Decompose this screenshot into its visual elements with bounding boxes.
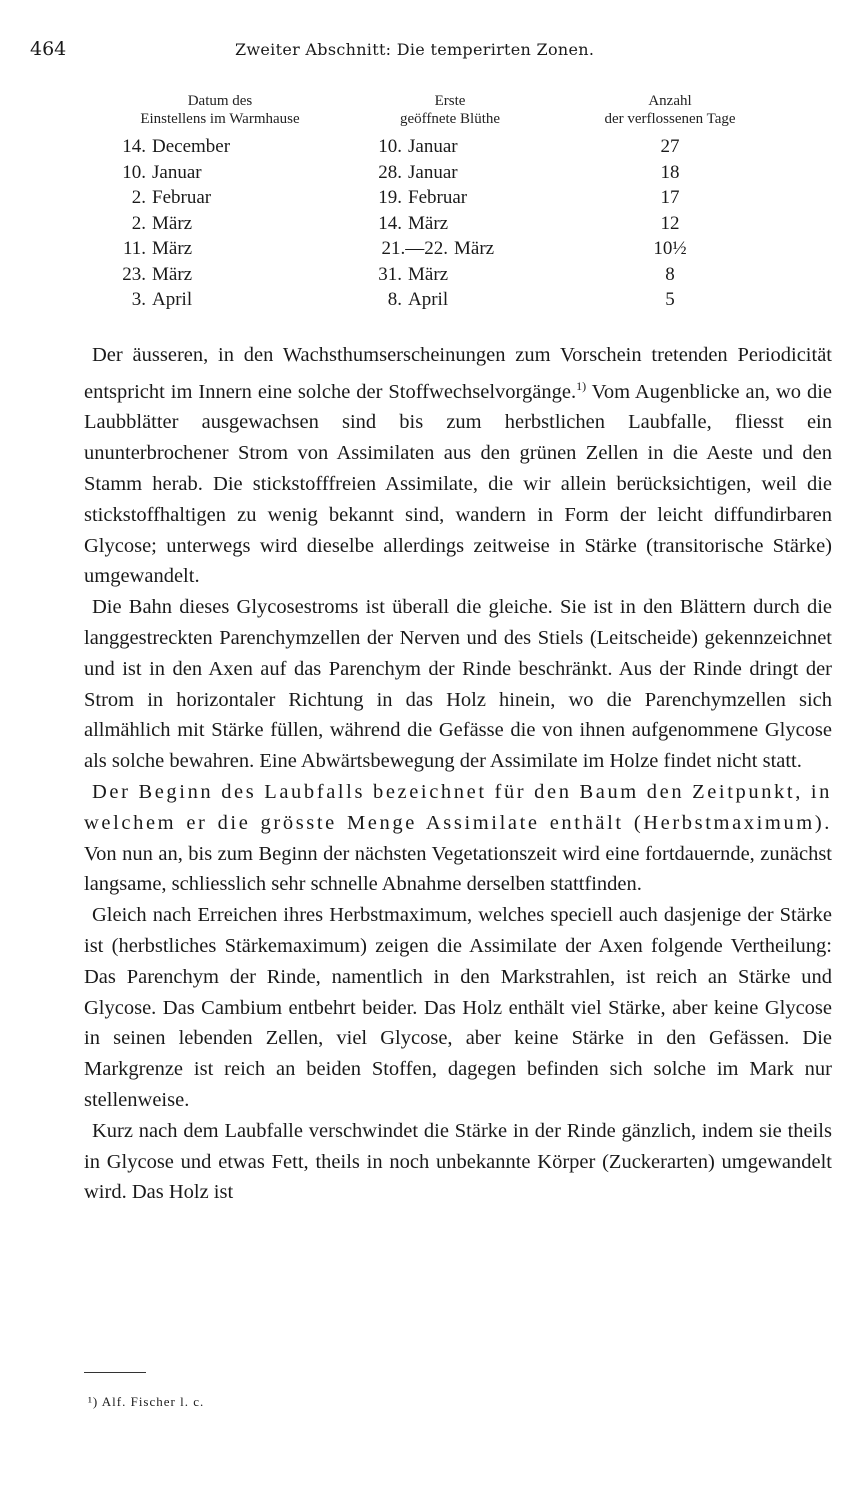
table-row	[100, 211, 780, 237]
days-count: 18	[660, 161, 680, 183]
page-header	[30, 38, 820, 62]
start-day: 11.	[122, 238, 146, 259]
body-text	[84, 340, 832, 1208]
bloom-day: 28.	[378, 161, 402, 183]
bloom-day: 14.	[378, 212, 402, 234]
table-row	[100, 236, 780, 262]
column-header-days: Anzahl der verflossenen Tage	[604, 93, 736, 127]
bloom-day: 10.	[378, 136, 402, 157]
footnote: ¹) Alf. Fischer l. c.	[88, 1394, 205, 1409]
start-day: 2.	[131, 187, 146, 208]
column-header-start-date: Datum des Einstellens im Warmhause	[140, 93, 300, 127]
bloom-month: April	[408, 289, 449, 310]
paragraph: Kurz nach dem Laubfalle verschwindet die Stärke in der Rinde gänzlich, indem sie theils in Glycose und etwas Fett, theils in noch unbekannte Körper (Zuckerarten) umgewandelt wird. Das Holz ist	[84, 1119, 832, 1204]
start-day: 3.	[131, 289, 146, 310]
bloom-month: März	[408, 263, 449, 285]
start-day: 23.	[122, 263, 146, 285]
bloom-day: 19.	[378, 187, 402, 208]
bloom-month: Februar	[408, 187, 468, 208]
column-header-first-bloom: Erste geöffnete Blüthe	[399, 93, 501, 127]
bloom-month: März	[454, 238, 495, 259]
paragraph: Der Beginn des Laubfalls bezeichnet für den Baum den Zeitpunkt, in welchem er die grösste Menge Assimilate enthält (Herbstmaximum). Von nun an, bis zum Beginn der nächsten Vegetationszeit wird eine fortdauernde, zunächst langsame, schliesslich sehr schnelle Abnahme derselben stattfinden.	[84, 780, 832, 896]
flowering-table	[100, 92, 780, 313]
days-count: 12	[660, 212, 680, 234]
emphasized-text: Der Beginn des Laubfalls bezeichnet für den Baum den Zeitpunkt, in welchem er die grösste Menge Assimilate enthält (Herbstmaximum).	[84, 780, 832, 834]
table-row	[100, 287, 780, 313]
bloom-month: Januar	[408, 161, 458, 183]
bloom-month: März	[408, 212, 449, 234]
table-header-row	[100, 92, 780, 134]
start-month: April	[152, 289, 193, 310]
paragraph: Die Bahn dieses Glycosestroms ist überall die gleiche. Sie ist in den Blättern durch die langgestreckten Parenchymzellen der Nerven und des Stiels (Leitscheide) gekennzeichnet und ist in den Axen auf das Parenchym der Rinde beschränkt. Aus der Rinde dringt der Strom in horizontaler Richtung in das Holz hinein, wo die Parenchymzellen sich allmählich mit Stärke füllen, während die Gefässe die von ihnen aufgenommene Glycose als solche bewahren. Eine Abwärtsbewegung der Assimilate im Holze findet nicht statt.	[84, 596, 832, 773]
days-count: 8	[665, 263, 675, 285]
start-day: 2.	[131, 212, 146, 234]
start-day: 14.	[122, 136, 146, 157]
paragraph: Gleich nach Erreichen ihres Herbstmaximum, welches speciell auch dasjenige der Stärke ist (herbstliches Stärkemaximum) zeigen die Assimilate der Axen folgende Vertheilung: Das Parenchym der Rinde, namentlich in den Markstrahlen, ist reich an Stärke und Glycose. Das Cambium entbehrt beider. Das Holz enthält viel Stärke, aber keine Glycose in seinen lebenden Zellen, viel Glycose, aber keine Stärke in den Gefässen. Die Markgrenze ist reich an beiden Stoffen, dagegen befinden sich solche im Mark nur stellenweise.	[84, 904, 832, 1111]
bloom-month: Januar	[408, 136, 458, 157]
days-count: 10½	[653, 238, 687, 259]
start-month: December	[152, 136, 231, 157]
table-row	[100, 262, 780, 288]
start-month: März	[152, 212, 193, 234]
paragraph: Der äusseren, in den Wachsthumserscheinungen zum Vorschein tretenden Periodicität entspricht im Innern eine solche der Stoffwechselvorgänge.$^{1)}$ Vom Augenblicke an, wo die Laubblätter ausgewachsen sind bis zum herbstlichen Laubfalle, fliesst ein ununterbrochener Strom von Assimilaten aus den grünen Zellen in die Aeste und den Stamm herab. Die stickstofffreien Assimilate, die wir allein berücksichtigen, weil die stickstoffhaltigen zu wenig bekannt sind, wandern in Form der leicht diffundirbaren Glycose; unterwegs wird dieselbe allerdings zeitweise in Stärke (transitorische Stärke) umgewandelt.	[84, 344, 833, 588]
days-count: 17	[660, 187, 680, 208]
bloom-day: 31.	[378, 263, 402, 285]
start-month: März	[152, 263, 193, 285]
start-day: 10.	[122, 161, 146, 183]
table-row	[100, 134, 780, 160]
bloom-day: 21.—22.	[381, 238, 448, 259]
start-month: Februar	[152, 187, 212, 208]
table-row	[100, 160, 780, 186]
start-month: Januar	[152, 161, 202, 183]
bloom-day: 8.	[387, 289, 402, 310]
footnote-divider	[84, 1372, 146, 1373]
page-number: 464	[30, 38, 67, 60]
running-title: Zweiter Abschnitt: Die temperirten Zonen.	[235, 40, 595, 59]
table-row	[100, 185, 780, 211]
footnote-reference: 1)	[576, 378, 587, 393]
days-count: 27	[660, 136, 680, 157]
start-month: März	[152, 238, 193, 259]
days-count: 5	[665, 289, 675, 310]
